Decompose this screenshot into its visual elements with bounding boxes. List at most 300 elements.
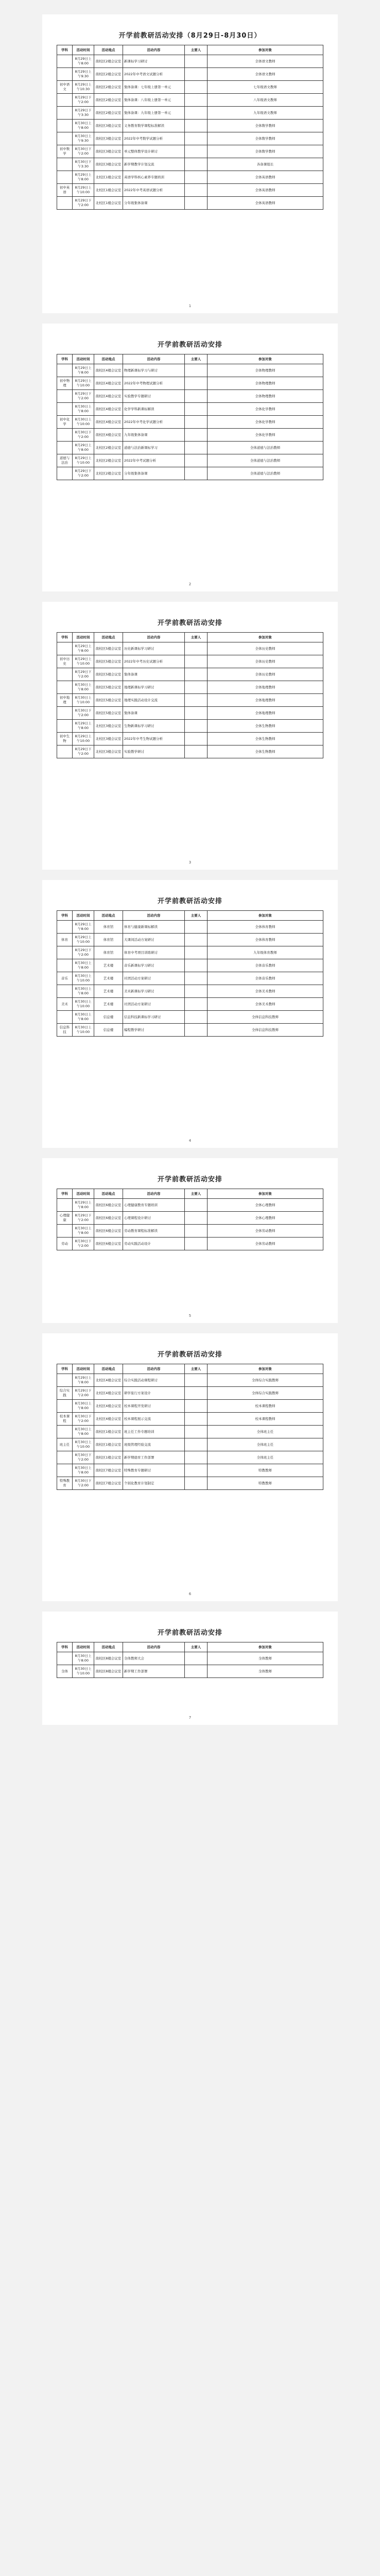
table-cell (57, 55, 73, 68)
table-cell: 2022年中考生物试题分析 (123, 733, 185, 745)
table-cell: 南校区1楼会议室 (94, 1438, 123, 1451)
table-cell: 全体物理教师 (208, 364, 323, 377)
table-cell: 南校区4楼会议室 (94, 390, 123, 403)
table-cell: 九年级集体备课 (123, 429, 185, 442)
table-cell (185, 1238, 208, 1250)
table-header-cell: 活动时间 (73, 1364, 94, 1374)
table-cell: 分年级集体备课 (123, 197, 185, 210)
table-cell: 班级管理经验交流 (123, 1438, 185, 1451)
table-cell (57, 1400, 73, 1413)
table-row (57, 1477, 323, 1490)
table-cell (57, 1374, 73, 1387)
table-cell (185, 390, 208, 403)
table-cell: 九年级语文教师 (208, 107, 323, 120)
schedule-table (57, 1642, 323, 1678)
table-cell (185, 184, 208, 197)
table-cell: 北校区2楼会议室 (94, 442, 123, 454)
table-cell (185, 921, 208, 934)
table-cell: 全体体育教师 (208, 934, 323, 946)
table-cell: 信息楼 (94, 1024, 123, 1037)
table-cell: 2022年中考历史试题分析 (123, 655, 185, 668)
table-cell (57, 197, 73, 210)
table-cell: 全体数学教师 (208, 120, 323, 132)
page-number: 2 (188, 582, 192, 586)
table-cell: 8月30日上午8:00 (73, 1464, 94, 1477)
table-row (57, 720, 323, 733)
table-header-row (57, 633, 323, 642)
table-cell: 南校区2楼会议室 (94, 81, 123, 94)
table-cell: 南校区6楼会议室 (94, 1199, 123, 1212)
page-number: 5 (188, 1314, 192, 1318)
table-cell: 8月29日上午10:00 (73, 733, 94, 745)
document-page (42, 602, 338, 870)
table-cell: 8月30日上午8:00 (73, 1225, 94, 1238)
table-row (57, 184, 323, 197)
table-cell: 北校区3楼会议室 (94, 745, 123, 758)
table-cell: 8月30日下午2:00 (73, 429, 94, 442)
table-header-cell: 活动内容 (123, 1642, 185, 1652)
table-cell: 8月30日上午10:00 (73, 1024, 94, 1037)
schedule-table (57, 1364, 323, 1490)
table-cell (185, 416, 208, 429)
table-row (57, 158, 323, 171)
table-cell: 班主任 (57, 1438, 73, 1451)
table-row (57, 681, 323, 694)
table-cell: 体育与健康新课标解读 (123, 921, 185, 934)
table-cell: 南校区6楼会议室 (94, 1225, 123, 1238)
table-cell: 全体道德与法治教师 (208, 467, 323, 480)
table-cell: 全体信息科技教师 (208, 1024, 323, 1037)
table-cell: 8月29日上午8:00 (73, 364, 94, 377)
table-cell: 全体英语教师 (208, 184, 323, 197)
table-cell: 南校区4楼会议室 (94, 377, 123, 390)
table-cell: 历史新课标学习研讨 (123, 642, 185, 655)
table-cell: 8月29日下午2:00 (73, 745, 94, 758)
page-title: 开学前教研活动安排 (157, 341, 222, 349)
table-row (57, 668, 323, 681)
table-cell: 8月30日上午10:00 (73, 972, 94, 985)
table-cell: 南校区2楼会议室 (94, 55, 123, 68)
table-cell: 分年级集体备课 (123, 467, 185, 480)
table-cell (185, 403, 208, 416)
table-cell: 全体物理教师 (208, 377, 323, 390)
table-cell: 综合实践活动课程研讨 (123, 1374, 185, 1387)
table-cell (57, 132, 73, 145)
table-cell (57, 745, 73, 758)
table-header-cell: 活动时间 (73, 1642, 94, 1652)
page-number: 4 (188, 1139, 192, 1143)
table-cell: 北校区1楼会议室 (94, 197, 123, 210)
table-cell (57, 1011, 73, 1024)
table-cell: 全体历史教师 (208, 655, 323, 668)
table-cell: 8月29日下午2:00 (73, 1212, 94, 1225)
table-cell: 心理课程设计研讨 (123, 1212, 185, 1225)
table-row (57, 1438, 323, 1451)
table-row (57, 377, 323, 390)
table-row (57, 707, 323, 720)
table-cell: 体育馆 (94, 934, 123, 946)
table-row (57, 745, 323, 758)
page-title: 开学前教研活动安排 (157, 1629, 222, 1637)
table-cell (185, 197, 208, 210)
table-cell: 个别化教育计划制定 (123, 1477, 185, 1490)
table-cell: 英语学科核心素养专题培训 (123, 171, 185, 184)
table-cell: 初中化学 (57, 416, 73, 429)
table-cell (185, 1652, 208, 1665)
table-cell (185, 1413, 208, 1426)
table-cell: 全体化学教师 (208, 403, 323, 416)
table-cell: 新课标学习研讨 (123, 55, 185, 68)
table-cell: 全体物理教师 (208, 390, 323, 403)
table-cell: 2022年中考数学试题分析 (123, 132, 185, 145)
table-cell: 初中历史 (57, 655, 73, 668)
table-row (57, 1199, 323, 1212)
table-cell: 8月30日上午10:00 (73, 1665, 94, 1678)
table-cell: 艺术楼 (94, 985, 123, 998)
table-cell (185, 171, 208, 184)
table-header-cell: 学科 (57, 45, 73, 55)
table-header-row (57, 1189, 323, 1199)
table-cell: 集体备课：七年级上册第一单元 (123, 81, 185, 94)
table-header-cell: 活动地点 (94, 1189, 123, 1199)
table-cell: 8月30日上午10:00 (73, 1438, 94, 1451)
table-cell: 南校区3楼会议室 (94, 132, 123, 145)
table-header-cell: 参加对象 (208, 45, 323, 55)
table-cell: 8月29日下午2:00 (73, 94, 94, 107)
table-cell (185, 1225, 208, 1238)
table-cell (185, 720, 208, 733)
table-header-row (57, 911, 323, 921)
table-row (57, 145, 323, 158)
table-cell: 艺术楼 (94, 972, 123, 985)
table-cell: 8月30日下午2:00 (73, 707, 94, 720)
table-header-cell: 主要人 (185, 45, 208, 55)
table-cell: 北校区4楼会议室 (94, 1400, 123, 1413)
table-cell: 特殊教育 (57, 1477, 73, 1490)
table-cell: 南校区5楼会议室 (94, 694, 123, 707)
table-cell: 南校区2楼会议室 (94, 94, 123, 107)
table-cell: 8月29日上午9:30 (73, 68, 94, 81)
table-cell: 校本课程教师 (208, 1400, 323, 1413)
table-row (57, 81, 323, 94)
table-cell: 8月30日下午2:00 (73, 1451, 94, 1464)
table-cell: 8月29日下午3:30 (73, 107, 94, 120)
table-header-cell: 参加对象 (208, 633, 323, 642)
table-cell (185, 681, 208, 694)
table-cell (57, 1199, 73, 1212)
table-cell: 美术新课标学习研讨 (123, 985, 185, 998)
table-row (57, 442, 323, 454)
table-cell: 8月30日上午8:00 (73, 1400, 94, 1413)
table-header-cell: 主要人 (185, 633, 208, 642)
table-cell: 北校区4楼会议室 (94, 1413, 123, 1426)
table-cell: 南校区5楼会议室 (94, 681, 123, 694)
table-cell: 全体化学教师 (208, 429, 323, 442)
document-page (42, 324, 338, 591)
table-cell: 新学期工作部署 (123, 1665, 185, 1678)
table-cell: 8月29日下午2:00 (73, 1387, 94, 1400)
document-page (42, 14, 338, 313)
table-row (57, 390, 323, 403)
table-cell: 北校区3楼会议室 (94, 733, 123, 745)
page-title: 开学前教研活动安排（8月29日-8月30日） (118, 32, 262, 40)
table-cell (185, 985, 208, 998)
table-cell: 初中语文 (57, 81, 73, 94)
table-cell: 全体心理教师 (208, 1212, 323, 1225)
table-cell: 南校区3楼会议室 (94, 145, 123, 158)
table-cell: 单元整体教学设计研讨 (123, 145, 185, 158)
table-cell: 2022年中考语文试题分析 (123, 68, 185, 81)
table-row (57, 197, 323, 210)
table-cell: 初中数学 (57, 145, 73, 158)
table-cell: 信息楼 (94, 1011, 123, 1024)
table-cell: 特教教师 (208, 1477, 323, 1490)
table-cell: 音乐新课标学习研讨 (123, 959, 185, 972)
table-cell: 化学学科新课标解读 (123, 403, 185, 416)
table-cell (57, 120, 73, 132)
table-cell: 物理新课标学习与研讨 (123, 364, 185, 377)
table-cell (57, 158, 73, 171)
table-cell: 全体体育教师 (208, 921, 323, 934)
table-cell (57, 921, 73, 934)
table-cell: 集体备课 (123, 707, 185, 720)
table-row (57, 429, 323, 442)
table-cell: 南校区3楼会议室 (94, 120, 123, 132)
table-cell: 新学期德育工作部署 (123, 1451, 185, 1464)
schedule-table (57, 45, 323, 210)
table-cell: 全体班主任 (208, 1451, 323, 1464)
table-cell (185, 1387, 208, 1400)
table-cell: 心理健康教育专题培训 (123, 1199, 185, 1212)
table-row (57, 1225, 323, 1238)
table-header-cell: 活动时间 (73, 633, 94, 642)
table-cell: 8月29日下午2:00 (73, 197, 94, 210)
table-header-cell: 参加对象 (208, 911, 323, 921)
table-header-cell: 活动时间 (73, 354, 94, 364)
table-cell (185, 68, 208, 81)
table-cell: 8月29日上午8:00 (73, 642, 94, 655)
table-cell: 全体劳动教师 (208, 1225, 323, 1238)
table-cell: 8月30日下午3:30 (73, 158, 94, 171)
table-cell: 劳动教育课程标准解读 (123, 1225, 185, 1238)
table-cell (185, 377, 208, 390)
table-cell (185, 959, 208, 972)
table-header-row (57, 1364, 323, 1374)
table-cell: 8月29日上午10:00 (73, 184, 94, 197)
page-number: 7 (188, 1716, 192, 1720)
table-cell (185, 1199, 208, 1212)
table-cell: 南校区3楼会议室 (94, 158, 123, 171)
table-cell (185, 107, 208, 120)
table-cell: 8月29日上午8:00 (73, 55, 94, 68)
table-cell (57, 171, 73, 184)
table-cell: 全体 (57, 1665, 73, 1678)
table-cell: 8月30日上午8:00 (73, 959, 94, 972)
table-row (57, 94, 323, 107)
table-cell (185, 429, 208, 442)
table-cell: 全体生物教师 (208, 733, 323, 745)
table-header-cell: 活动地点 (94, 1642, 123, 1652)
table-cell (185, 1438, 208, 1451)
table-row (57, 655, 323, 668)
table-header-cell: 主要人 (185, 1189, 208, 1199)
table-cell: 九年级体育教师 (208, 946, 323, 959)
table-cell: 道德与法治 (57, 454, 73, 467)
table-cell: 道德与法治新课标学习 (123, 442, 185, 454)
table-row (57, 1024, 323, 1037)
table-row (57, 998, 323, 1011)
table-cell (185, 1011, 208, 1024)
table-cell: 8月30日上午10:00 (73, 998, 94, 1011)
table-cell (185, 1451, 208, 1464)
table-header-row (57, 45, 323, 55)
table-cell (57, 107, 73, 120)
table-cell: 音乐 (57, 972, 73, 985)
table-header-cell: 主要人 (185, 354, 208, 364)
table-cell: 体育馆 (94, 946, 123, 959)
table-row (57, 416, 323, 429)
table-row (57, 1413, 323, 1426)
table-cell: 8月30日上午8:00 (73, 120, 94, 132)
table-header-cell: 主要人 (185, 1364, 208, 1374)
table-cell: 特教教师 (208, 1464, 323, 1477)
table-row (57, 934, 323, 946)
table-header-cell: 学科 (57, 1189, 73, 1199)
table-row (57, 642, 323, 655)
table-cell (185, 1665, 208, 1678)
table-cell: 心理健康 (57, 1212, 73, 1225)
table-cell: 8月29日上午10:00 (73, 934, 94, 946)
table-cell (185, 145, 208, 158)
table-cell (185, 1400, 208, 1413)
table-header-cell: 参加对象 (208, 354, 323, 364)
table-cell: 南校区7楼会议室 (94, 1464, 123, 1477)
table-cell (57, 1451, 73, 1464)
table-cell (185, 642, 208, 655)
table-cell (185, 946, 208, 959)
table-cell: 编程教学研讨 (123, 1024, 185, 1037)
table-cell: 校本课程开发研讨 (123, 1400, 185, 1413)
table-cell (185, 364, 208, 377)
table-header-cell: 活动地点 (94, 354, 123, 364)
table-cell: 艺术楼 (94, 998, 123, 1011)
table-cell: 综合实践 (57, 1387, 73, 1400)
document-page (42, 1158, 338, 1323)
table-row (57, 1011, 323, 1024)
table-cell: 8月29日上午10:30 (73, 81, 94, 94)
table-cell: 研学旅行方案设计 (123, 1387, 185, 1400)
table-cell: 全体教师 (208, 1665, 323, 1678)
table-cell: 南校区4楼会议室 (94, 416, 123, 429)
table-header-cell: 活动时间 (73, 1189, 94, 1199)
table-cell: 全体历史教师 (208, 668, 323, 681)
table-cell: 8月29日上午10:00 (73, 454, 94, 467)
table-header-cell: 活动地点 (94, 1364, 123, 1374)
table-cell: 全体英语教师 (208, 197, 323, 210)
table-cell: 南校区8楼会议室 (94, 1652, 123, 1665)
table-cell: 8月29日上午10:00 (73, 655, 94, 668)
table-header-cell: 主要人 (185, 1642, 208, 1652)
table-cell (185, 694, 208, 707)
page-title: 开学前教研活动安排 (157, 1176, 222, 1183)
table-cell (57, 1426, 73, 1438)
table-row (57, 1665, 323, 1678)
table-cell: 南校区8楼会议室 (94, 1665, 123, 1678)
table-cell: 社团活动方案研讨 (123, 972, 185, 985)
table-cell: 全体语文教师 (208, 55, 323, 68)
table-cell: 劳动 (57, 1238, 73, 1250)
table-row (57, 946, 323, 959)
table-header-cell: 活动时间 (73, 911, 94, 921)
table-cell: 大课间活动方案研讨 (123, 934, 185, 946)
table-cell: 劳动实践活动设计 (123, 1238, 185, 1250)
table-cell: 体育中考项目训练研讨 (123, 946, 185, 959)
table-cell: 8月29日下午2:00 (73, 390, 94, 403)
table-cell (185, 655, 208, 668)
table-row (57, 921, 323, 934)
table-cell: 初中英语 (57, 184, 73, 197)
table-row (57, 694, 323, 707)
table-cell: 8月29日上午8:00 (73, 720, 94, 733)
table-cell (185, 1374, 208, 1387)
table-row (57, 733, 323, 745)
table-cell: 艺术楼 (94, 959, 123, 972)
document-page (42, 1333, 338, 1601)
table-header-cell: 学科 (57, 1364, 73, 1374)
table-header-cell: 活动内容 (123, 45, 185, 55)
table-cell: 校本课程展示交流 (123, 1413, 185, 1426)
table-cell (185, 55, 208, 68)
table-row (57, 1387, 323, 1400)
table-cell: 全体教师大会 (123, 1652, 185, 1665)
table-cell: 北校区1楼会议室 (94, 184, 123, 197)
table-cell: 8月30日下午2:00 (73, 1477, 94, 1490)
table-cell: 8月30日下午2:00 (73, 1238, 94, 1250)
table-cell: 体育 (57, 934, 73, 946)
table-cell: 全体音乐教师 (208, 972, 323, 985)
table-cell: 地理实践活动设计交流 (123, 694, 185, 707)
schedule-table (57, 910, 323, 1037)
table-cell (57, 1652, 73, 1665)
table-row (57, 1652, 323, 1665)
page-title: 开学前教研活动安排 (157, 1351, 222, 1359)
table-cell: 8月29日上午8:00 (73, 1199, 94, 1212)
table-cell: 初中物理 (57, 377, 73, 390)
table-header-cell: 活动地点 (94, 45, 123, 55)
table-cell: 8月30日上午8:00 (73, 681, 94, 694)
table-cell: 8月30日下午2:00 (73, 145, 94, 158)
table-row (57, 1374, 323, 1387)
table-cell: 全体化学教师 (208, 416, 323, 429)
table-cell: 8月29日上午8:00 (73, 442, 94, 454)
table-cell: 8月29日上午8:00 (73, 1374, 94, 1387)
table-cell (57, 985, 73, 998)
table-row (57, 1212, 323, 1225)
table-cell (57, 707, 73, 720)
table-cell: 南校区6楼会议室 (94, 1238, 123, 1250)
table-cell: 8月30日上午8:00 (73, 1652, 94, 1665)
table-cell: 北校区2楼会议室 (94, 467, 123, 480)
table-cell: 南校区5楼会议室 (94, 707, 123, 720)
table-cell: 班主任工作专题培训 (123, 1426, 185, 1438)
table-header-cell: 主要人 (185, 911, 208, 921)
table-cell: 全体历史教师 (208, 642, 323, 655)
table-cell: 全体音乐教师 (208, 959, 323, 972)
table-cell: 8月30日上午10:00 (73, 416, 94, 429)
table-cell: 北校区2楼会议室 (94, 454, 123, 467)
table-cell: 南校区5楼会议室 (94, 668, 123, 681)
table-cell (57, 403, 73, 416)
